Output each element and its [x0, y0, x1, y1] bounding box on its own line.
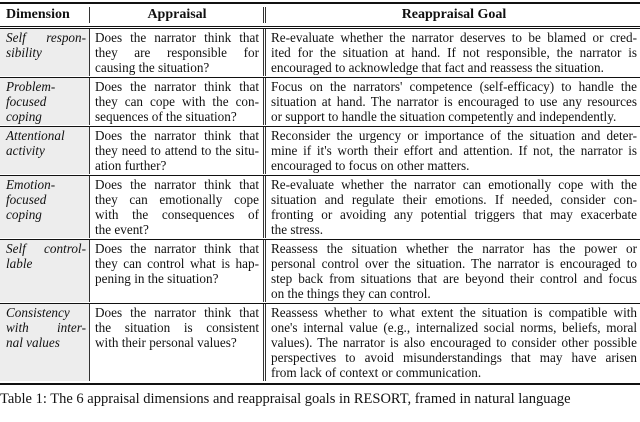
goal-cell	[263, 127, 640, 174]
cell-line: Focus on the narrators' competence (self-efficacy) to handle the	[271, 79, 637, 94]
cell-line: ation further?	[95, 158, 167, 173]
dimension-cell	[0, 176, 89, 238]
cell-line: Reassess whether to what extent the situation is compatible with	[271, 305, 637, 320]
table-row	[0, 28, 640, 76]
cell-line: coping	[6, 207, 42, 222]
cell-line: situation and regulate their emotions. If needed, consider con-	[271, 192, 637, 207]
cell-line: mine if it's worth their effort and attention. If not, the narrator is	[271, 143, 637, 158]
cell-line: Reassess the situation whether the narrator has the power or	[271, 241, 637, 256]
cell-line: they are responsible for	[95, 45, 259, 60]
cell-line: they can emotionally cope	[95, 192, 259, 207]
cell-line: they need to attend to the situ-	[95, 143, 259, 158]
cell-line: pening in the situation?	[95, 271, 219, 286]
cell-line: causing the situation?	[95, 60, 210, 75]
cell-line: focused	[6, 94, 47, 109]
goal-cell	[263, 176, 640, 238]
goal-cell	[263, 240, 640, 302]
appraisal-cell	[89, 127, 263, 174]
cell-line: encouraged to acknowledge that fact and reassess the situation.	[271, 60, 604, 75]
cell-line: situation at hand. The narrator is encouraged to use any resources	[271, 94, 637, 109]
cell-line: they can control what is hap-	[95, 256, 259, 271]
appraisal-cell	[89, 176, 263, 238]
cell-line: personal control over the situation. The narrator is encouraged to	[271, 256, 637, 271]
cell-line: fronting or avoiding any potential triggers that may exacerbate	[271, 207, 637, 222]
cell-line: the event?	[95, 222, 149, 237]
cell-line: they can cope with the con-	[95, 94, 259, 109]
cell-line: with the consequences of	[95, 207, 259, 222]
bottom-rule	[0, 383, 640, 385]
cell-line: Does the narrator think that	[95, 30, 259, 45]
cell-line: perspectives to avoid misunderstandings that may have arisen	[271, 350, 637, 365]
dimension-cell	[0, 240, 89, 302]
cell-line: sibility	[6, 45, 42, 60]
cell-line: Attentional	[6, 128, 65, 143]
header-reappraisal-goal: Reappraisal Goal	[263, 7, 640, 23]
cell-line: activity	[6, 143, 45, 158]
cell-line: from lack of context or communication.	[271, 365, 482, 380]
dimension-cell	[0, 304, 89, 381]
dimension-cell	[0, 78, 89, 125]
table-row	[0, 175, 640, 238]
appraisal-cell	[89, 78, 263, 125]
cell-line: the situation is consistent	[95, 320, 259, 335]
cell-line: lable	[6, 256, 33, 271]
cell-line: on the things they can control.	[271, 286, 431, 301]
cell-line: nal values	[6, 335, 60, 350]
cell-line: Consistency	[6, 305, 70, 320]
cell-line: Self respon-	[6, 30, 86, 45]
table-row	[0, 239, 640, 302]
cell-line: one's internal value (e.g., internalized social norms, beliefs, moral	[271, 320, 637, 335]
cell-line: Emotion-	[6, 177, 56, 192]
appraisal-table	[0, 2, 640, 385]
table-body	[0, 28, 640, 381]
table-caption: Table 1: The 6 appraisal dimensions and reappraisal goals in RESORT, framed in natural language	[0, 391, 571, 407]
cell-line: Does the narrator think that	[95, 305, 259, 320]
dimension-cell	[0, 127, 89, 174]
appraisal-cell	[89, 240, 263, 302]
cell-line: Does the narrator think that	[95, 241, 259, 256]
goal-cell	[263, 304, 640, 381]
header-dimension: Dimension	[6, 7, 70, 22]
table-header	[0, 4, 640, 27]
cell-line: Does the narrator think that	[95, 128, 259, 143]
cell-line: coping	[6, 109, 42, 124]
goal-cell	[263, 78, 640, 125]
dimension-cell	[0, 29, 89, 76]
cell-line: with their personal values?	[95, 335, 237, 350]
cell-line: with inter-	[6, 320, 86, 335]
appraisal-cell	[89, 304, 263, 381]
cell-line: encouraged to focus on other matters.	[271, 158, 470, 173]
cell-line: step back from situations that are beyond their control and focus	[271, 271, 637, 286]
header-appraisal: Appraisal	[89, 7, 263, 23]
cell-line: Does the narrator think that	[95, 177, 259, 192]
cell-line: Reconsider the urgency or importance of the situation and deter-	[271, 128, 637, 143]
cell-line: Re-evaluate whether the narrator can emotionally cope with the	[271, 177, 637, 192]
cell-line: or support to handle the situation competently and independently.	[271, 109, 617, 124]
goal-cell	[263, 29, 640, 76]
cell-line: ited for the situation at hand. If not responsible, the narrator is	[271, 45, 637, 60]
cell-line: Problem-	[6, 79, 56, 94]
table-row	[0, 126, 640, 174]
cell-line: Self control-	[6, 241, 86, 256]
cell-line: Does the narrator think that	[95, 79, 259, 94]
cell-line: sequences of the situation?	[95, 109, 237, 124]
table-row	[0, 303, 640, 381]
table-row	[0, 77, 640, 125]
cell-line: Re-evaluate whether the narrator deserves to be blamed or cred-	[271, 30, 637, 45]
appraisal-cell	[89, 29, 263, 76]
cell-line: focused	[6, 192, 47, 207]
cell-line: values). The narrator is also encouraged to consider other possible	[271, 335, 637, 350]
cell-line: the stress.	[271, 222, 324, 237]
